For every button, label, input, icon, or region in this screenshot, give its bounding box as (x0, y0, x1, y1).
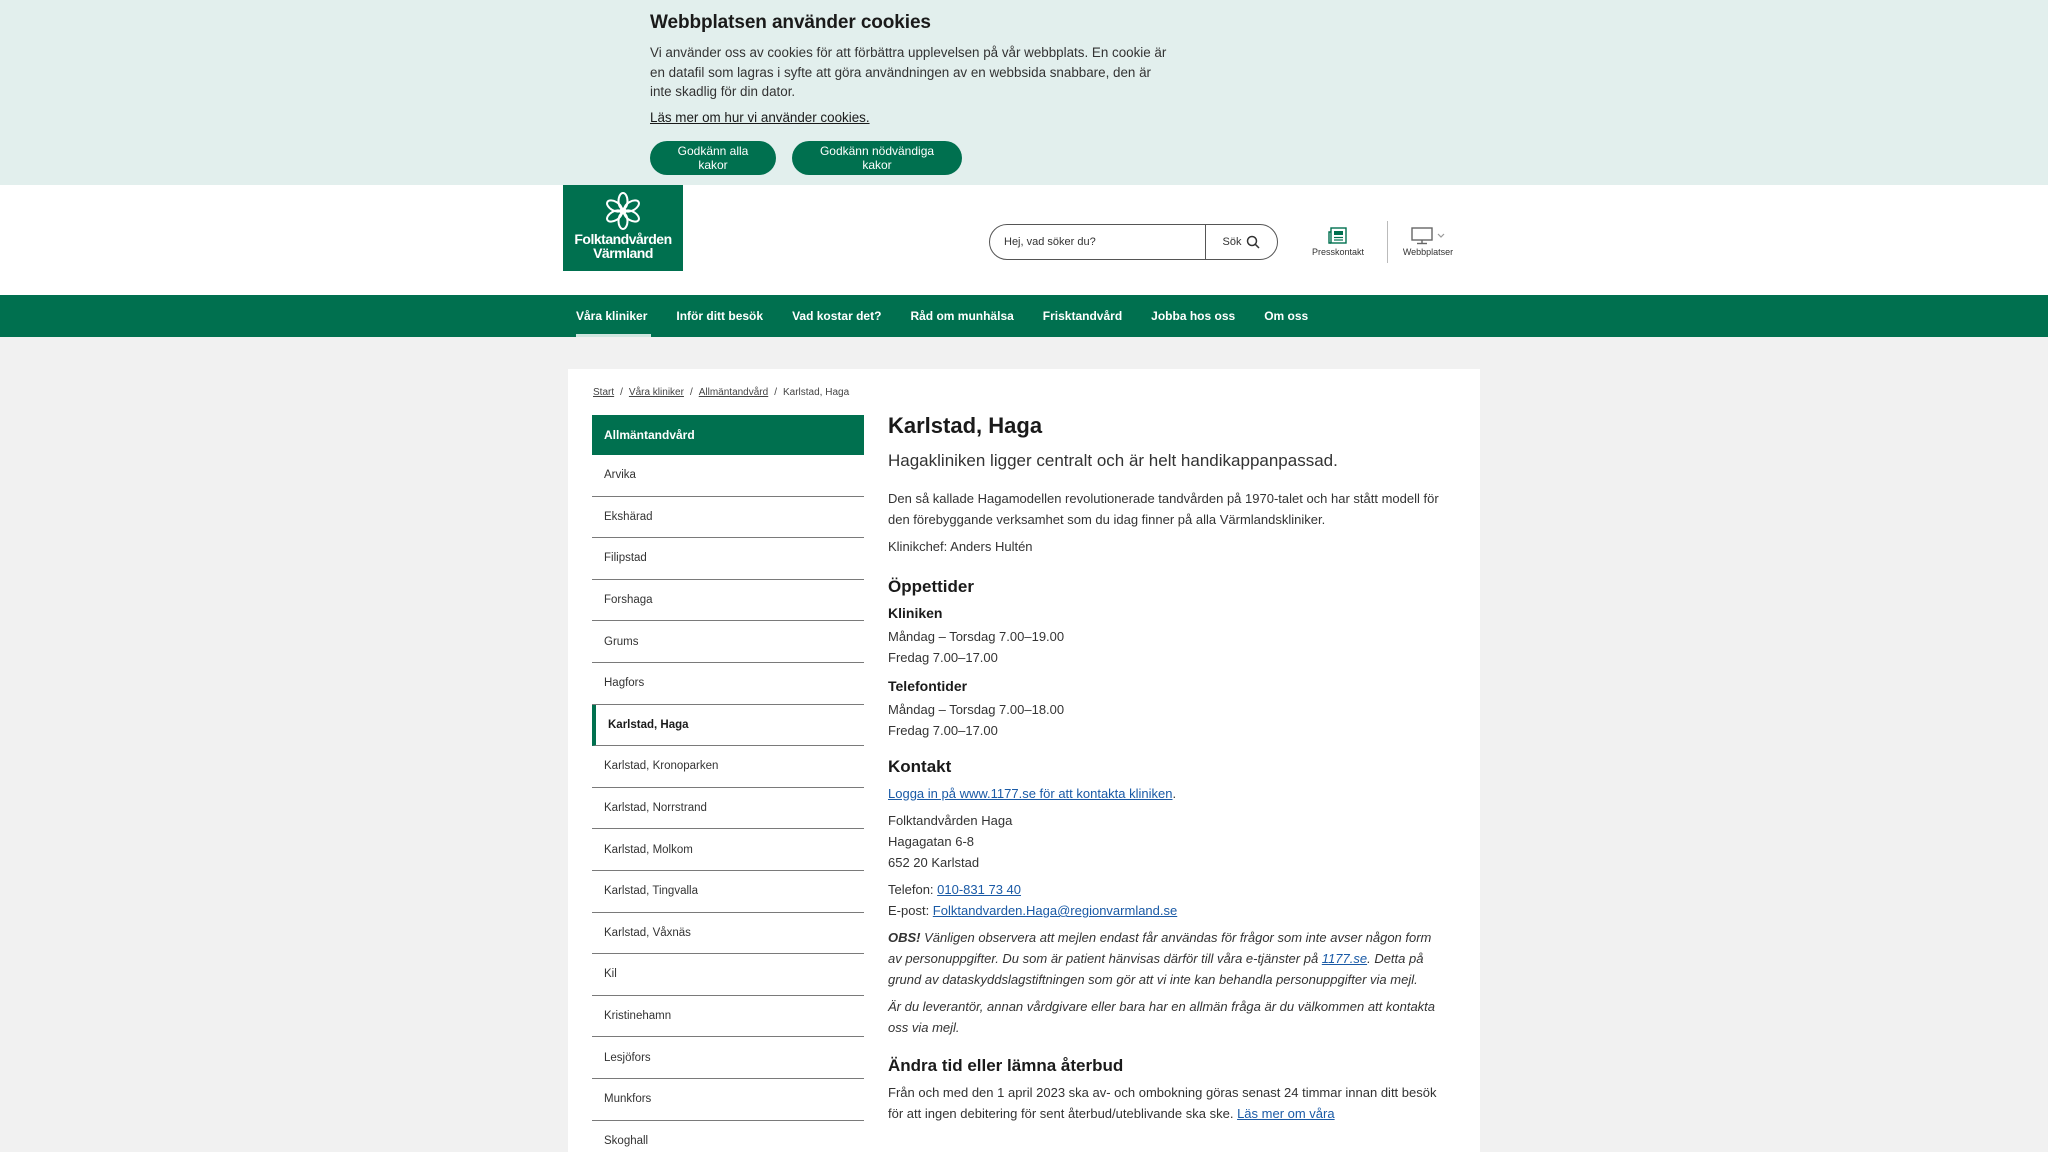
sidebar-item-arvika[interactable]: Arvika (592, 455, 864, 497)
main-content (888, 413, 1448, 1124)
clinic-hours-heading: Kliniken (888, 605, 943, 621)
presskontakt-link[interactable] (1310, 225, 1366, 257)
nav-item-infor-ditt-besok[interactable]: Inför ditt besök (676, 309, 764, 323)
address-line-3: 652 20 Karlstad (888, 855, 980, 870)
hours-heading: Öppettider (888, 577, 974, 596)
cookie-content (650, 12, 1170, 127)
sidebar-item-karlstad-tingvalla[interactable]: Karlstad, Tingvalla (592, 871, 864, 913)
obs-paragraph (888, 927, 1448, 990)
login-1177-link[interactable]: Logga in på www.1177.se för att kontakta kliniken (888, 786, 1173, 801)
phone-hours-2: Fredag 7.00–17.00 (888, 723, 998, 738)
obs-1177-link[interactable]: 1177.se (1321, 951, 1368, 966)
page-title: Karlstad, Haga (888, 413, 1043, 438)
sidebar-item-karlstad-haga[interactable]: Karlstad, Haga (592, 705, 864, 747)
supplier-paragraph: Är du leverantör, annan vårdgivare eller bara har en allmän fråga är du välkommen att kontakta oss via mejl. (888, 999, 1436, 1035)
clinic-hours-2: Fredag 7.00–17.00 (888, 650, 998, 665)
presskontakt-label: Presskontakt (1311, 247, 1365, 257)
phone-link[interactable]: 010-831 73 40 (937, 882, 1022, 897)
sidebar-item-forshaga[interactable]: Forshaga (592, 580, 864, 622)
sidebar-heading[interactable]: Allmäntandvård (592, 415, 864, 455)
intro-text: Den så kallade Hagamodellen revolutionerade tandvården på 1970-talet och har stått modell för den förebyggande verksamhet som du idag finner på alla Värmlandskliniker. (888, 491, 1439, 527)
logo[interactable] (563, 185, 683, 271)
nav-item-rad-om-munhalsa[interactable]: Råd om munhälsa (910, 309, 1014, 323)
sidebar (592, 415, 864, 1152)
obs-label: OBS! (888, 930, 921, 945)
breadcrumb-vara-kliniker[interactable]: Våra kliniker (628, 387, 684, 398)
login-paragraph: Logga in på www.1177.se för att kontakta kliniken. (888, 786, 1177, 801)
email-label: E-post: (888, 903, 933, 918)
accept-all-cookies-button[interactable]: Godkänn alla kakor (650, 141, 776, 175)
email-link[interactable]: Folktandvarden.Haga@regionvarmland.se (932, 903, 1178, 918)
change-heading: Ändra tid eller lämna återbud (888, 1056, 1124, 1075)
sidebar-item-skoghall[interactable]: Skoghall (592, 1121, 864, 1152)
accept-necessary-cookies-button[interactable]: Godkänn nödvändiga kakor (792, 141, 962, 175)
sidebar-item-munkfors[interactable]: Munkfors (592, 1079, 864, 1121)
main-nav (0, 295, 2048, 337)
flower-logo-icon (603, 191, 643, 231)
search-button[interactable] (1205, 225, 1277, 259)
breadcrumb-separator: / (774, 387, 777, 398)
breadcrumb-separator: / (620, 387, 623, 398)
sidebar-item-grums[interactable]: Grums (592, 621, 864, 663)
header-divider (1387, 221, 1388, 263)
clinic-hours-1: Måndag – Torsdag 7.00–19.00 (888, 629, 1065, 644)
breadcrumb-current: Karlstad, Haga (782, 387, 850, 398)
obs-text: Vänligen observera att mejlen endast får användas för frågor som inte avser någon form av personuppgifter. Du som är patient hänvisas därför till våra e-tjänster på (888, 930, 1432, 966)
cookie-title: Webbplatsen använder cookies (650, 12, 931, 33)
change-read-more-link[interactable]: Läs mer om våra (1237, 1106, 1335, 1121)
sidebar-item-kil[interactable]: Kil (592, 954, 864, 996)
address-line-1: Folktandvården Haga (888, 813, 1013, 828)
sidebar-item-karlstad-molkom[interactable]: Karlstad, Molkom (592, 829, 864, 871)
search-box (989, 224, 1278, 260)
breadcrumb (593, 387, 849, 398)
sidebar-item-hagfors[interactable]: Hagfors (592, 663, 864, 705)
cookie-text: Vi använder oss av cookies för att förbättra upplevelsen på vår webbplats. En cookie är en datafil som lagras i syfte att göra användningen av en webbsida snabbare, den är inte skadlig för din dator. (650, 45, 1167, 99)
sidebar-item-karlstad-norrstrand[interactable]: Karlstad, Norrstrand (592, 788, 864, 830)
sidebar-item-lesjofors[interactable]: Lesjöfors (592, 1037, 864, 1079)
address-line-2: Hagagatan 6-8 (888, 834, 975, 849)
webbplatser-label: Webbplatser (1402, 247, 1454, 257)
nav-item-vara-kliniker[interactable]: Våra kliniker (576, 295, 647, 337)
chevron-down-icon (1437, 233, 1445, 239)
nav-item-om-oss[interactable]: Om oss (1264, 309, 1309, 323)
sidebar-item-filipstad[interactable]: Filipstad (592, 538, 864, 580)
nav-item-jobba-hos-oss[interactable]: Jobba hos oss (1151, 309, 1236, 323)
logo-text-line2: Värmland (593, 245, 653, 261)
logo-text-line1: Folktandvården (574, 231, 672, 247)
email-line (888, 900, 1448, 921)
content-card (568, 369, 1480, 1152)
change-paragraph (888, 1082, 1448, 1124)
sidebar-item-eksharad[interactable]: Ekshärad (592, 497, 864, 539)
cookie-banner (0, 0, 2048, 185)
search-button-label: Sök (1222, 236, 1242, 248)
sidebar-item-kristinehamn[interactable]: Kristinehamn (592, 996, 864, 1038)
change-text: Från och med den 1 april 2023 ska av- och ombokning göras senast 24 timmar innan ditt besök för att ingen debitering för sent återbud/uteblivande ska ske. (888, 1085, 1437, 1121)
monitor-icon (1411, 227, 1433, 245)
phone-hours-heading: Telefontider (888, 678, 968, 694)
nav-item-vad-kostar-det[interactable]: Vad kostar det? (792, 309, 882, 323)
phone-hours-1: Måndag – Torsdag 7.00–18.00 (888, 702, 1065, 717)
clinic-manager: Klinikchef: Anders Hultén (888, 539, 1033, 554)
cookie-more-link[interactable]: Läs mer om hur vi använder cookies. (650, 109, 870, 125)
webbplatser-dropdown[interactable] (1398, 225, 1458, 257)
nav-item-frisktandvard[interactable]: Frisktandvård (1042, 309, 1123, 323)
sidebar-item-karlstad-kronoparken[interactable]: Karlstad, Kronoparken (592, 746, 864, 788)
phone-label: Telefon: (888, 882, 938, 897)
cookie-buttons (650, 141, 962, 175)
newspaper-icon (1328, 227, 1348, 245)
sidebar-item-karlstad-vaxnas[interactable]: Karlstad, Våxnäs (592, 913, 864, 955)
search-input[interactable] (990, 225, 1205, 259)
phone-line (888, 879, 1448, 900)
contact-heading: Kontakt (888, 757, 952, 776)
breadcrumb-separator: / (689, 387, 693, 398)
site-header (0, 185, 2048, 295)
search-icon (1246, 235, 1260, 249)
breadcrumb-allmantandvard[interactable]: Allmäntandvård (698, 387, 769, 398)
breadcrumb-start[interactable]: Start (593, 387, 615, 398)
lead-text: Hagakliniken ligger centralt och är helt handikappanpassad. (888, 451, 1338, 470)
obs-text-2: . Detta på grund av dataskyddslagstiftningen som gör att vi inte kan behandla personuppgifter via mejl. (888, 951, 1424, 987)
